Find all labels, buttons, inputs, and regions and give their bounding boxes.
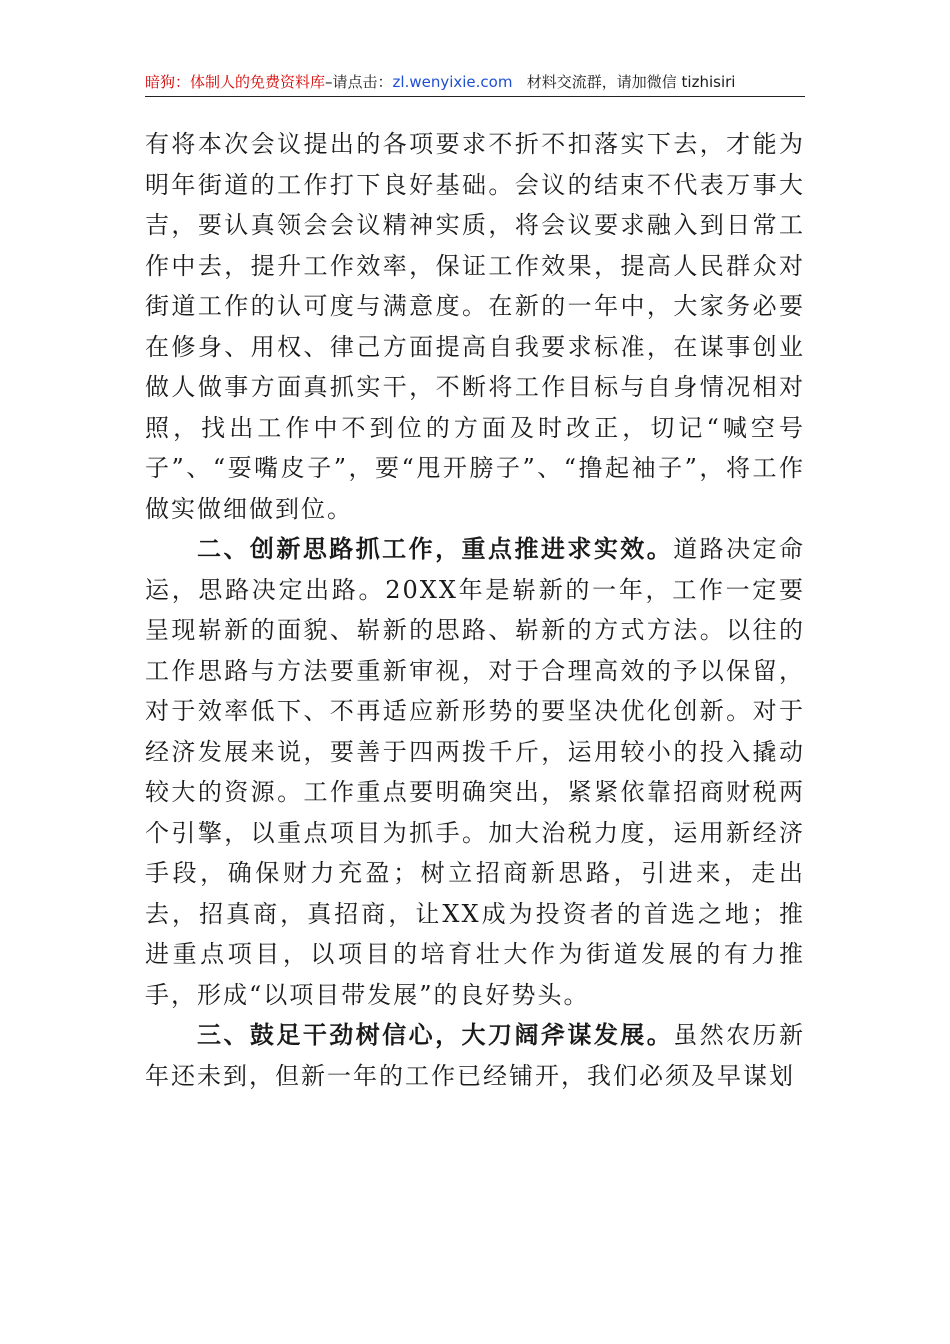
paragraph-section-three [145,1015,805,1096]
paragraph-text: 道路决定命运，思路决定出路。20XX年是崭新的一年，工作一定要呈现崭新的面貌、崭新的思路、崭新的方式方法。以往的工作思路与方法要重新审视，对于合理高效的予以保留，对于效率低下、不再适应新形势的要坚决优化创新。对于经济发展来说，要善于四两拨千斤，运用较小的投入撬动较大的资源。工作重点要明确突出，紧紧依靠招商财税两个引擎，以重点项目为抓手。加大治税力度，运用新经济手段，确保财力充盈；树立招商新思路，引进来，走出去，招真商，真招商，让XX成为投资者的首选之地；推进重点项目，以项目的培育壮大作为街道发展的有力推手，形成“以项目带发展”的良好势头。 [145,535,806,1009]
paragraph-continuation [145,124,805,529]
section-heading: 三、鼓足干劲树信心，大刀阔斧谋发展。 [197,1021,674,1049]
document-body [145,124,805,1096]
page-header [145,68,805,96]
header-link[interactable]: zl.wenyixie.com [392,73,513,91]
paragraph-text: 虽然农历新年还未到，但新一年的工作已经铺开，我们必须及早谋划 [145,1021,806,1090]
header-brand: 暗狗：体制人的免费资料库 [145,73,326,91]
paragraph-text: 有将本次会议提出的各项要求不折不扣落实下去，才能为明年街道的工作打下良好基础。会议的结束不代表万事大吉，要认真领会会议精神实质，将会议要求融入到日常工作中去，提升工作效率，保证工作效果，提高人民群众对街道工作的认可度与满意度。在新的一年中，大家务必要在修身、用权、律己方面提高自我要求标准，在谋事创业做人做事方面真抓实干，不断将工作目标与自身情况相对照，找出工作中不到位的方面及时改正，切记“喊空号子”、“耍嘴皮子”，要“甩开膀子”、“撸起袖子”，将工作做实做细做到位。 [145,130,805,523]
header-note: 材料交流群，请加微信 tizhisiri [526,73,736,91]
paragraph-section-two [145,529,805,1015]
header-prompt: –请点击： [325,73,393,91]
section-heading: 二、创新思路抓工作，重点推进求实效。 [197,535,674,563]
header-divider [145,96,805,97]
